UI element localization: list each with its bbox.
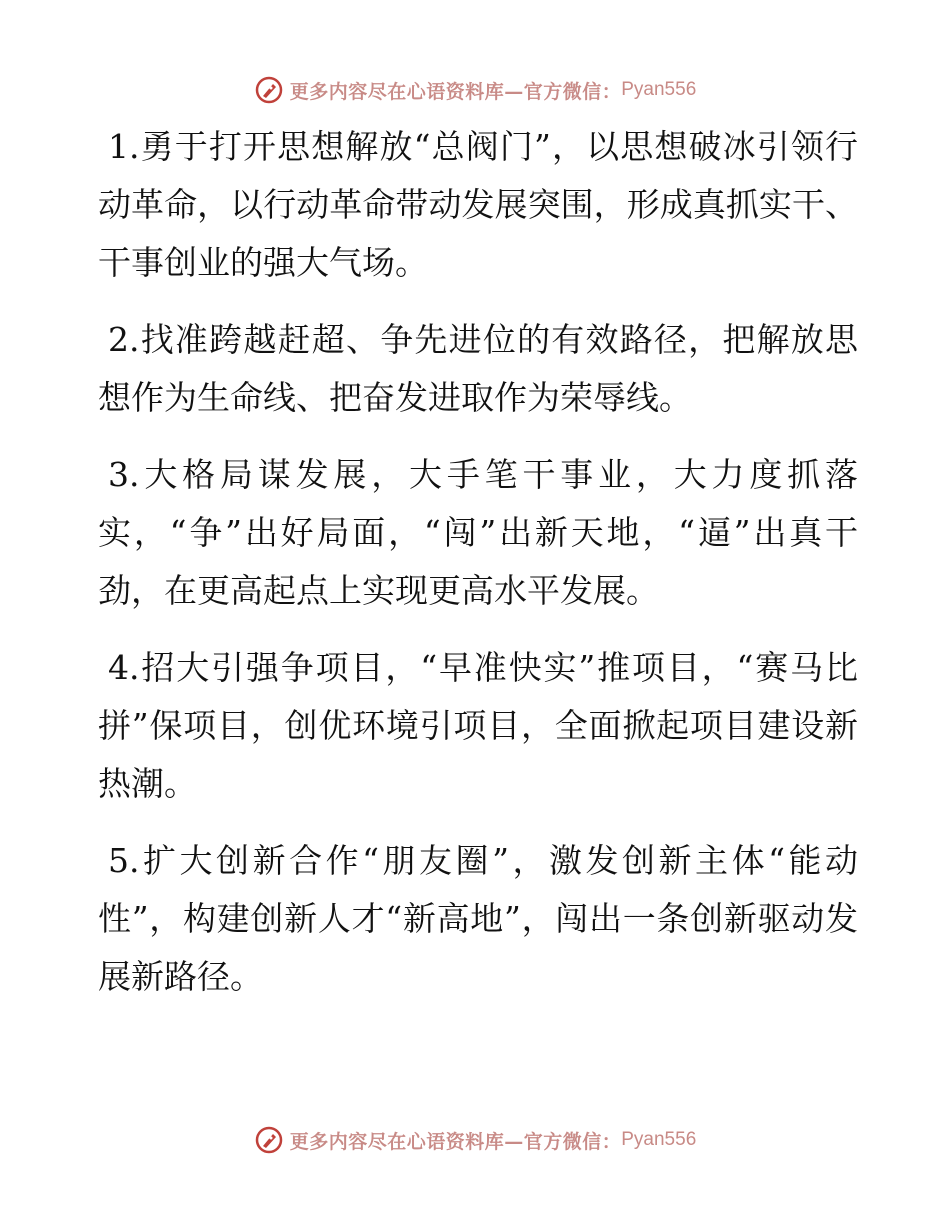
- paragraph-number: 5.: [108, 841, 140, 880]
- footer-banner-text: 更多内容尽在心语资料库—官方微信：: [289, 1130, 622, 1153]
- footer-banner: [0, 1120, 950, 1160]
- paragraph-text: 勇于打开思想解放“总阀门”，以思想破冰引领行动革命，以行动革命带动发展突围，形成真抓实干、干事创业的强大气场。: [98, 127, 858, 282]
- paragraph-3: [98, 446, 858, 620]
- paragraph-number: 2.: [108, 320, 140, 359]
- paragraph-4: [98, 639, 858, 813]
- pen-nib-logo-icon: [254, 1125, 284, 1155]
- paragraph-2: [98, 311, 858, 427]
- paragraph-number: 4.: [108, 648, 140, 687]
- paragraph-text: 招大引强争项目，“早准快实”推项目，“赛马比拼”保项目，创优环境引项目，全面掀起项目建设新热潮。: [98, 648, 858, 803]
- paragraph-text: 找准跨越赶超、争先进位的有效路径，把解放思想作为生命线、把奋发进取作为荣辱线。: [98, 320, 858, 417]
- footer-banner-contact: Pyan556: [621, 1129, 697, 1150]
- paragraph-1: [98, 118, 858, 292]
- paragraph-number: 3.: [108, 455, 140, 494]
- pen-nib-logo-icon: [254, 75, 284, 105]
- header-banner-text: 更多内容尽在心语资料库—官方微信：: [289, 80, 622, 103]
- paragraph-text: 扩大创新合作“朋友圈”，激发创新主体“能动性”，构建创新人才“新高地”，闯出一条创新驱动发展新路径。: [98, 841, 858, 996]
- header-banner: [0, 70, 950, 110]
- paragraph-text: 大格局谋发展，大手笔干事业，大力度抓落实，“争”出好局面，“闯”出新天地，“逼”出真干劲，在更高起点上实现更高水平发展。: [98, 455, 858, 610]
- paragraph-number: 1.: [108, 127, 140, 166]
- header-banner-contact: Pyan556: [621, 79, 697, 100]
- document-body: [98, 118, 858, 1025]
- paragraph-5: [98, 832, 858, 1006]
